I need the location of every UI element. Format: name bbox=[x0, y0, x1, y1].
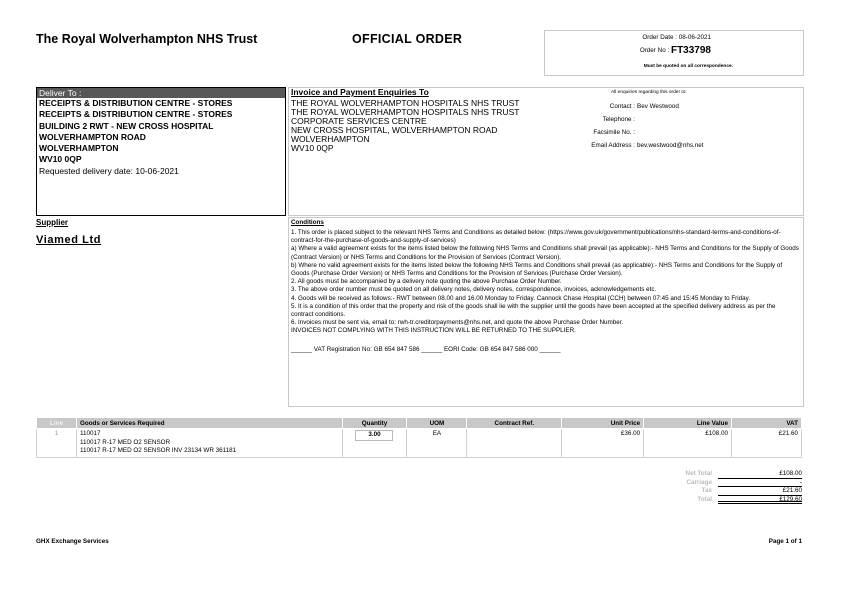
facsimile-label: Facsimile No. : bbox=[593, 129, 635, 136]
email-value: bev.westwood@nhs.net bbox=[637, 142, 704, 149]
deliver-address-line: WOLVERHAMPTON bbox=[39, 143, 119, 154]
order-number-note: Must be quoted on all correspondence. bbox=[643, 64, 733, 69]
goods-line: 110017 bbox=[79, 430, 101, 437]
invoice-address-line: WOLVERHAMPTON bbox=[291, 134, 370, 144]
order-info-box bbox=[544, 30, 804, 76]
header-vat: VAT bbox=[732, 418, 802, 429]
grand-total-row bbox=[640, 496, 802, 505]
order-date-value: 08-06-2021 bbox=[678, 34, 711, 41]
grand-total-label: Total bbox=[697, 495, 712, 503]
contact-label: Contact : bbox=[609, 103, 635, 110]
table-row bbox=[37, 429, 802, 458]
condition-paragraph: INVOICES NOT COMPLYING WITH THIS INSTRUCTION WILL BE RETURNED TO THE SUPPLIER. bbox=[291, 327, 576, 335]
deliver-address-line: RECEIPTS & DISTRIBUTION CENTRE - STORES bbox=[39, 109, 233, 120]
email-label: Email Address : bbox=[591, 142, 635, 149]
condition-paragraph: 3. The above order number must be quoted on all delivery notes, delivery notes, correspondence, invoices, acknowledgements etc. bbox=[291, 286, 657, 294]
contact-details bbox=[547, 100, 803, 152]
unit-price-cell: £36.00 bbox=[562, 429, 644, 458]
contact-row bbox=[547, 100, 803, 113]
deliver-address-line: WV10 0QP bbox=[39, 154, 82, 165]
tax-row bbox=[640, 487, 802, 496]
net-total-row bbox=[640, 470, 802, 479]
footer-provider: GHX Exchange Services bbox=[36, 538, 109, 545]
deliver-address-line: RECEIPTS & DISTRIBUTION CENTRE - STORES bbox=[39, 98, 233, 108]
supplier-label: Supplier bbox=[36, 218, 69, 227]
condition-paragraph: a) Where a valid agreement exists for the items listed below the following NHS Terms and Conditions shall prevail (as applicable):- NHS Terms and Conditions for the Supply of Goods (Contract Version) or NHS Terms and Conditions for the Provision of Services (Contract Version). bbox=[291, 245, 799, 261]
vat-cell: £21.60 bbox=[732, 429, 802, 458]
conditions-box bbox=[288, 217, 804, 407]
tax-label: Tax bbox=[701, 487, 712, 494]
deliver-to-box bbox=[36, 87, 286, 216]
order-number-label: Order No : bbox=[639, 47, 670, 54]
quantity-cell bbox=[342, 429, 407, 458]
invoice-address-line: WV10 0QP bbox=[291, 143, 334, 153]
contract-ref-cell bbox=[467, 429, 562, 458]
telephone-row bbox=[547, 113, 803, 126]
invoice-enquiries-box bbox=[288, 87, 804, 216]
contact-value: Bev Westwood bbox=[637, 103, 679, 110]
grand-total-value: £129.60 bbox=[718, 496, 802, 505]
order-number-value: FT33798 bbox=[670, 45, 711, 56]
header-quantity: Quantity bbox=[342, 418, 407, 429]
net-total-label: Net Total bbox=[685, 470, 712, 477]
document-title: OFFICIAL ORDER bbox=[352, 32, 463, 46]
telephone-label: Telephone : bbox=[602, 116, 635, 123]
invoice-address-line: NEW CROSS HOSPITAL, WOLVERHAMPTON ROAD bbox=[291, 125, 498, 135]
invoice-address-line: THE ROYAL WOLVERHAMPTON HOSPITALS NHS TRUST bbox=[291, 98, 520, 108]
goods-description bbox=[76, 429, 342, 458]
table-header-row bbox=[37, 418, 802, 429]
invoice-address-line: CORPORATE SERVICES CENTRE bbox=[291, 116, 427, 126]
invoice-heading: Invoice and Payment Enquiries To bbox=[291, 87, 429, 97]
header-contract-ref: Contract Ref. bbox=[467, 418, 562, 429]
email-row bbox=[547, 139, 803, 152]
invoice-address bbox=[291, 99, 541, 153]
line-value-cell: £108.00 bbox=[644, 429, 732, 458]
goods-line: 110017 R-17 MED O2 SENSOR INV 23134 WR 361181 bbox=[79, 447, 237, 454]
vat-registration-line: ______ VAT Registration No: GB 654 847 586 ______ EORI Code: GB 654 847 586 000 ______ bbox=[291, 345, 561, 353]
deliver-to-address bbox=[37, 98, 285, 177]
order-date-label: Order Date : bbox=[642, 34, 678, 41]
invoice-address-line: THE ROYAL WOLVERHAMPTON HOSPITALS NHS TRUST bbox=[291, 107, 520, 117]
carriage-value: - bbox=[718, 479, 802, 488]
carriage-label: Carriage bbox=[686, 478, 712, 486]
enquiries-note: All enquiries regarding this order to: bbox=[611, 90, 687, 95]
supplier-name: Viamed Ltd bbox=[36, 234, 102, 246]
line-number: 1 bbox=[37, 429, 77, 458]
carriage-row bbox=[640, 479, 802, 488]
tax-value: £21.60 bbox=[718, 487, 802, 496]
page-number: Page 1 of 1 bbox=[768, 538, 802, 545]
condition-paragraph: 1. This order is placed subject to the relevant NHS Terms and Conditions as detailed below: (https://www.gov.uk/government/publications/nhs-standard-terms-and-conditions-of-contract-for-the-purchase-of-goods-and-supply-of-services) bbox=[291, 229, 781, 245]
goods-line: 110017 R-17 MED O2 SENSOR bbox=[79, 438, 171, 446]
header-uom: UOM bbox=[407, 418, 467, 429]
condition-paragraph: 6. Invoices must be sent via, email to: rwh-tr.creditorpayments@nhs.net, and quote the above Purchase Order Number. bbox=[291, 319, 624, 327]
uom-cell: EA bbox=[407, 429, 467, 458]
deliver-to-heading: Deliver To : bbox=[37, 88, 285, 98]
condition-paragraph: 5. It is a condition of this order that the property and risk of the goods shall lie with the supplier until the goods have been accepted at the specified delivery address as per the contract conditions. bbox=[291, 302, 776, 319]
conditions-text bbox=[291, 229, 799, 354]
facsimile-row bbox=[547, 126, 803, 139]
trust-name: The Royal Wolverhampton NHS Trust bbox=[36, 32, 258, 46]
order-lines-table bbox=[36, 417, 802, 458]
condition-paragraph: 4. Goods will be received as follows:- RWT between 08.00 and 16.00 Monday to Friday. Cannock Chase Hospital (CCH) between 07:45 and 15:45 Monday to Friday. bbox=[291, 294, 751, 302]
order-date-row bbox=[642, 34, 711, 41]
conditions-title: Conditions bbox=[291, 219, 324, 226]
header-line-value: Line Value bbox=[644, 418, 732, 429]
deliver-address-line: BUILDING 2 RWT - NEW CROSS HOSPITAL bbox=[39, 120, 214, 131]
header-goods: Goods or Services Required bbox=[76, 418, 342, 429]
deliver-address-line: WOLVERHAMPTON ROAD bbox=[39, 131, 146, 142]
header-line: Line bbox=[37, 418, 77, 429]
header-unit-price: Unit Price bbox=[562, 418, 644, 429]
quantity-value: 3.00 bbox=[355, 430, 393, 441]
condition-paragraph: b) Where no valid agreement exists for the items listed below the following NHS Terms and Conditions shall prevail (as applicable):- NHS Terms and Conditions for the Supply of Goods (Purchase Order Version) or NHS Terms and Conditions for the Provision of Services (Purchase Order Version). bbox=[291, 261, 783, 278]
order-number-row bbox=[640, 45, 711, 56]
condition-paragraph: 2. All goods must be accompanied by a delivery note quoting the above Purchase Order Number. bbox=[291, 278, 562, 286]
requested-delivery-date: Requested delivery date: 10-06-2021 bbox=[39, 165, 179, 176]
net-total-value: £108.00 bbox=[718, 470, 802, 479]
totals-block bbox=[640, 470, 802, 504]
